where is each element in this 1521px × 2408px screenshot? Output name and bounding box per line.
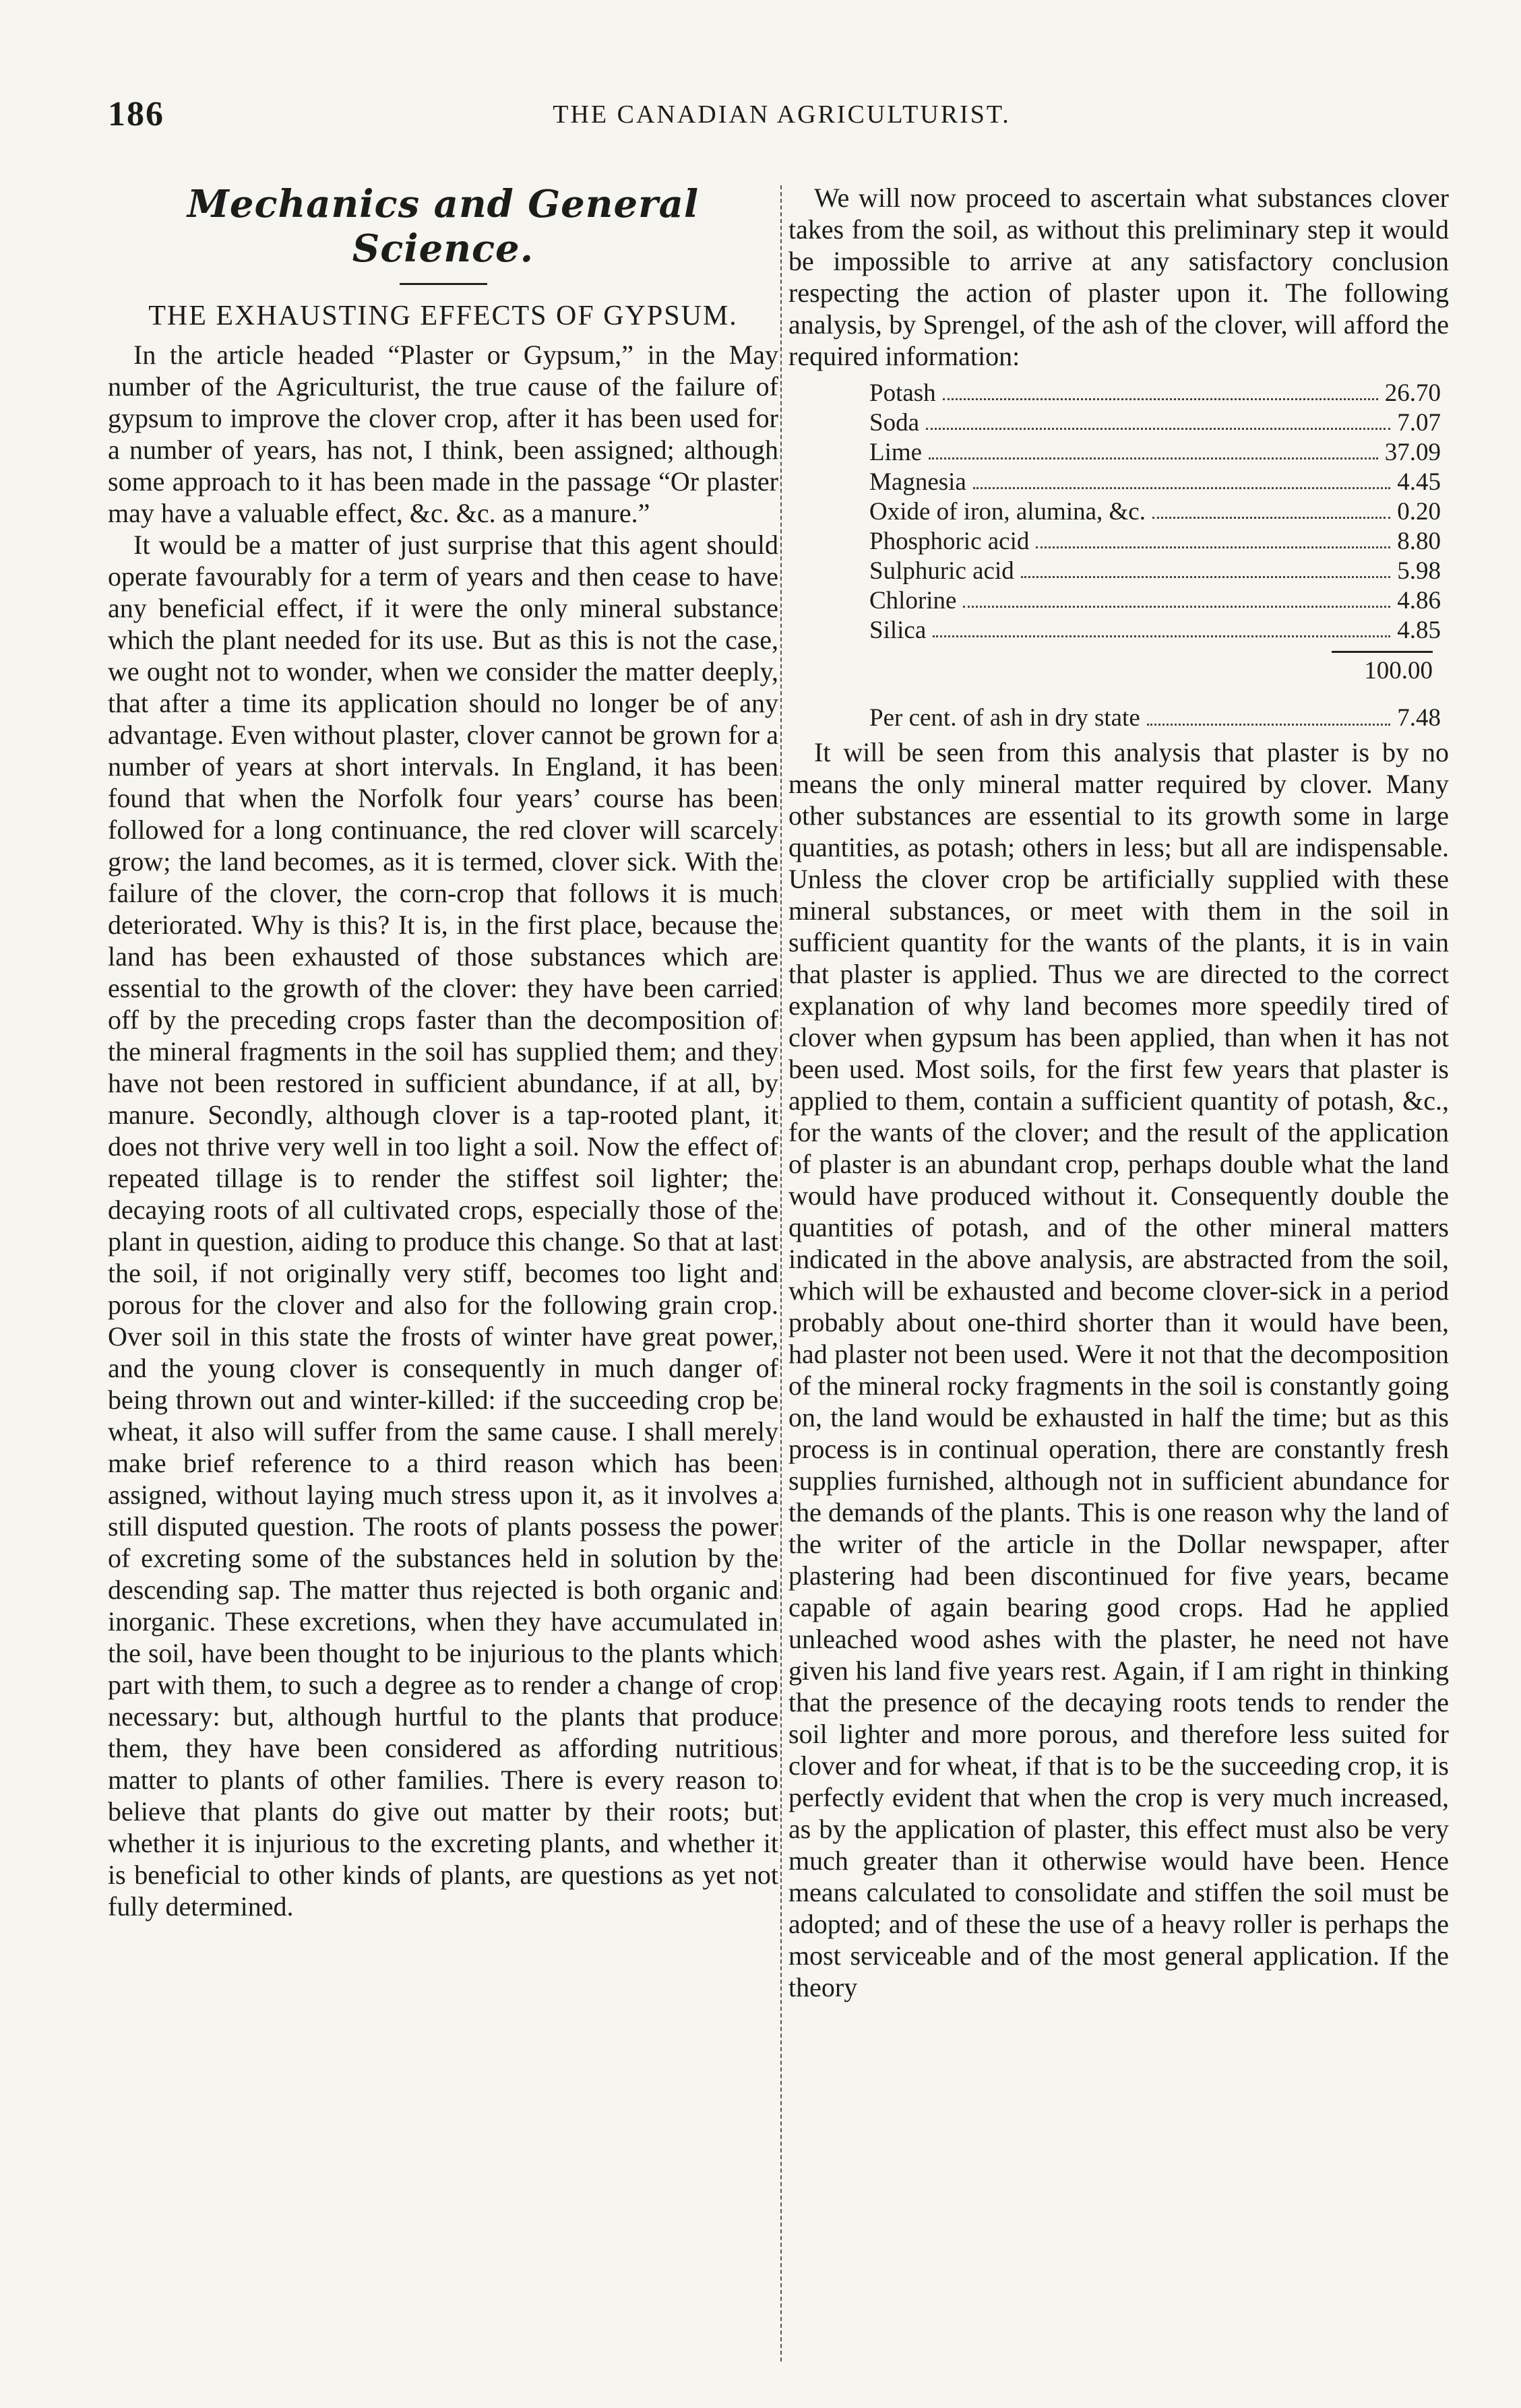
page-number: 186 — [108, 95, 164, 133]
dot-leader — [963, 586, 1390, 608]
table-row — [869, 616, 1441, 645]
table-row — [869, 379, 1441, 408]
table-total: 100.00 — [1364, 657, 1433, 685]
table-row-name: Soda — [869, 409, 919, 437]
column-divider — [780, 185, 782, 2362]
table-row — [869, 527, 1441, 557]
table-row-name: Magnesia — [869, 468, 966, 496]
heading-rule — [400, 283, 487, 285]
table-row — [869, 586, 1441, 616]
table-row-value: 8.80 — [1397, 528, 1441, 555]
table-row-value: 4.45 — [1397, 468, 1441, 496]
table-row-value: 5.98 — [1397, 557, 1441, 585]
ash-label: Per cent. of ash in dry state — [869, 704, 1140, 732]
table-row — [869, 438, 1441, 468]
left-column — [108, 182, 778, 2365]
table-row-value: 37.09 — [1384, 439, 1441, 466]
table-row — [869, 497, 1441, 527]
running-title: THE CANADIAN AGRICULTURIST. — [553, 100, 1011, 129]
dot-leader — [1021, 557, 1390, 578]
dot-leader — [933, 616, 1390, 637]
table-row-name: Silica — [869, 616, 927, 644]
dot-leader — [1036, 527, 1390, 548]
running-header — [108, 94, 1456, 135]
right-intro-paragraph: We will now proceed to ascertain what substances clover takes from the soil, as without this preliminary step it would be impossible to arrive at any satisfactory conclusion respecting the action of plaster upon it. The following analysis, by Sprengel, of the ash of the clover, will afford the required information: — [788, 183, 1449, 371]
table-row-value: 4.85 — [1397, 616, 1441, 644]
table-row-value: 7.07 — [1397, 409, 1441, 437]
table-row — [869, 557, 1441, 586]
table-row-name: Phosphoric acid — [869, 528, 1030, 555]
ash-analysis-table — [788, 379, 1449, 687]
dot-leader — [1147, 703, 1391, 726]
table-row-name: Sulphuric acid — [869, 557, 1014, 585]
table-row-name: Oxide of iron, alumina, &c. — [869, 498, 1146, 526]
right-paragraph: It will be seen from this analysis that plaster is by no means the only mineral matter required by clover. Many other substances are essential to its growth some in large quantities, as potash; others in less; but all are indispensable. Unless the clover crop be artificially supplied with these mineral substances, or meet with them in the soil in sufficient quantity for the wants of the plants, it is in vain that plaster is applied. Thus we are directed to the correct explanation of why land becomes more speedily tired of clover when gypsum has been applied, than when it has not been used. Most soils, for the first few years that plaster is applied to them, contain a sufficient quantity of potash, &c., for the wants of the clover; and the result of the application of plaster is an abundant crop, perhaps double what the land would have produced without it. Consequently double the quantities of potash, and of the other mineral matters indicated in the above analysis, are abstracted from the soil, which will be exhausted and become clover-sick in a period probably about one-third shorter than it would have been, had plaster not been used. Were it not that the decomposition of the mineral rocky fragments in the soil is constantly going on, the land would be exhausted in half the time; but as this process is in continual operation, there are constantly fresh supplies furnished, although not in sufficient abundance for the demands of the plants. This is one reason why the land of the writer of the article in the Dollar newspaper, after plastering had been discontinued for five years, became capable of again bearing good crops. Had he applied unleached wood ashes with the plaster, he need not have given his land five years rest. Again, if I am right in thinking that the presence of the decaying roots tends to render the soil lighter and more porous, and therefore less suited for clover and for wheat, if that is to be the succeeding crop, it is perfectly evident that when the crop is very much increased, as by the application of plaster, this effect must also be very much greater than it otherwise would have been. Hence means calculated to consolidate and stiffen the soil must be adopted; and of these the use of a heavy roller is perhaps the most serviceable and of the most general application. If the theory — [788, 737, 1449, 2002]
article-title: THE EXHAUSTING EFFECTS OF GYPSUM. — [148, 300, 738, 331]
section-heading: Mechanics and General Science. — [187, 182, 700, 271]
table-row-name: Chlorine — [869, 587, 957, 614]
ash-value: 7.48 — [1397, 704, 1441, 732]
table-row-name: Lime — [869, 439, 923, 466]
dot-leader — [1152, 497, 1390, 519]
table-row-value: 4.86 — [1397, 587, 1441, 614]
table-row-name: Potash — [869, 379, 936, 407]
right-column — [788, 182, 1449, 2365]
table-row — [869, 468, 1441, 497]
dot-leader — [929, 438, 1378, 460]
dot-leader — [943, 379, 1378, 400]
table-row-value: 26.70 — [1384, 379, 1441, 407]
dot-leader — [973, 468, 1390, 489]
table-row — [869, 408, 1441, 438]
left-paragraph-2: It would be a matter of just surprise that this agent should operate favourably for a term of years and then cease to have any beneficial effect, if it were the only mineral substance which the plant needed for its use. But as this is not the case, we ought not to wonder, when we consider the matter deeply, that after a time its application should no longer be of any advantage. Even without plaster, clover cannot be grown for a number of years at short intervals. In England, it has been found that when the Norfolk four years’ course has been followed for a long continuance, the red clover will scarcely grow; the land becomes, as it is termed, clover sick. With the failure of the clover, the corn-crop that follows it is much deteriorated. Why is this? It is, in the first place, because the land has been exhausted of those substances which are essential to the growth of the clover: they have been carried off by the preceding crops faster than the decomposition of the mineral fragments in the soil has supplied them; and they have not been restored in sufficient abundance, if at all, by manure. Secondly, although clover is a tap-rooted plant, it does not thrive very well in too light a soil. Now the effect of repeated tillage is to render the stiffest soil lighter; the decaying roots of all cultivated crops, especially those of the plant in question, aiding to produce this change. So that at last the soil, if not originally very stiff, becomes too light and porous for the clover and also for the following grain crop. Over soil in this state the frosts of winter have great power, and the young clover is consequently in much danger of being thrown out and winter-killed: if the succeeding crop be wheat, it also will suffer from the same cause. I shall merely make brief reference to a third reason which has been assigned, without laying much stress upon it, as it involves a still disputed question. The roots of plants possess the power of excreting some of the substances held in solution by the descending sap. The matter thus rejected is both organic and inorganic. These excretions, when they have accumulated in the soil, have been thought to be injurious to the plants which part with them, to such a degree as to render a change of crop necessary: but, although hurtful to the plants that produce them, they have been considered as affording nutritious matter to plants of other families. There is every reason to believe that plants do give out matter by their roots; but whether it is injurious to the excreting plants, and whether it is beneficial to other kinds of plants, are questions as yet not fully determined. — [108, 530, 778, 1922]
table-row-value: 0.20 — [1397, 498, 1441, 526]
left-paragraph-1: In the article headed “Plaster or Gypsum,” in the May number of the Agriculturist, the true cause of the failure of gypsum to improve the clover crop, after it has been used for a number of years, has not, I think, been assigned; although some approach to it has been made in the passage “Or plaster may have a valuable effect, &c. &c. as a manure.” — [108, 340, 778, 528]
total-rule — [1332, 651, 1433, 653]
dot-leader — [926, 408, 1390, 430]
ash-percent-row — [788, 703, 1449, 734]
